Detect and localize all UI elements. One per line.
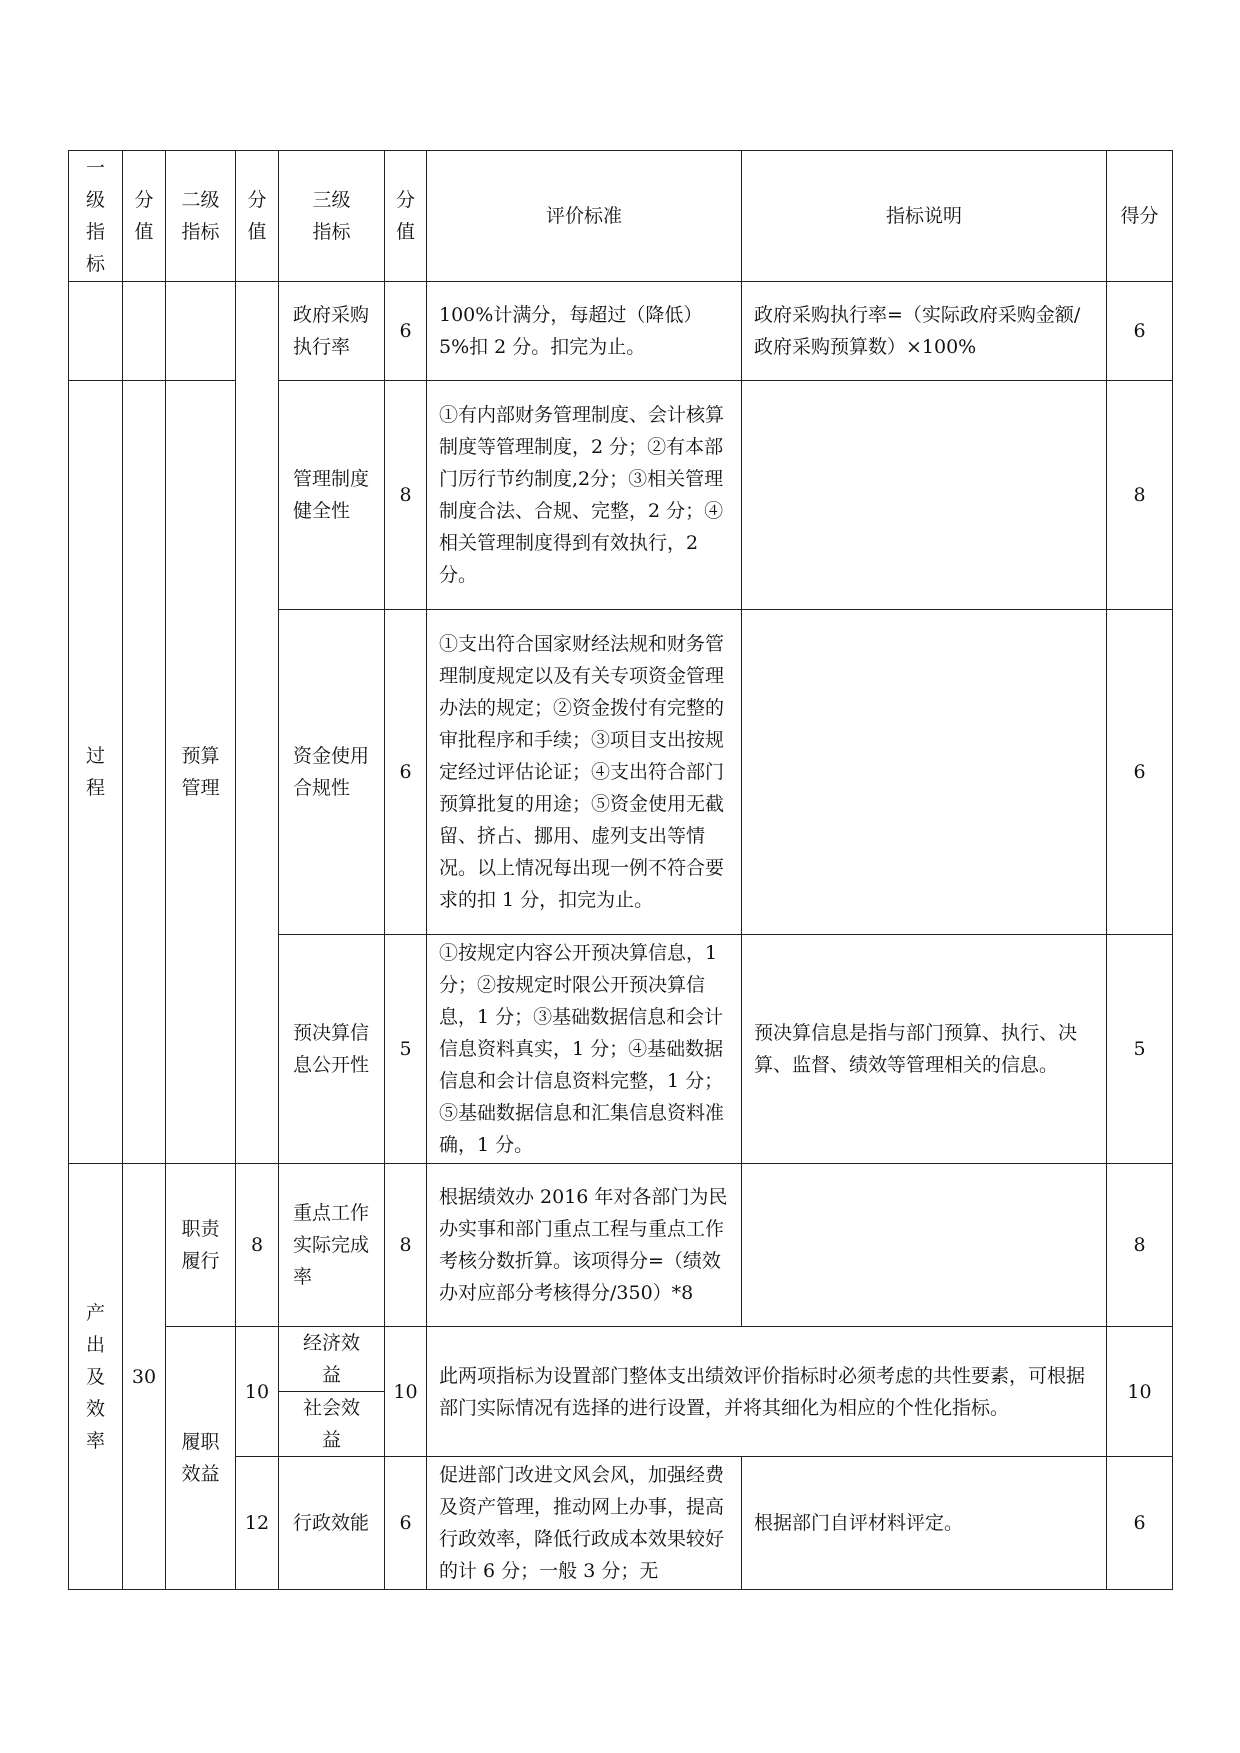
empty-cell bbox=[123, 282, 166, 381]
criteria-text: 100%计满分，每超过（降低）5%扣 2 分。扣完为止。 bbox=[427, 282, 742, 381]
header-row bbox=[69, 151, 1173, 282]
score1-output: 30 bbox=[123, 1164, 166, 1590]
table-row bbox=[69, 1327, 1173, 1457]
header-score3: 分值 bbox=[385, 151, 427, 282]
header-result: 得分 bbox=[1107, 151, 1173, 282]
header-score1: 分值 bbox=[123, 151, 166, 282]
header-criteria: 评价标准 bbox=[427, 151, 742, 282]
level2-benefit: 履职效益 bbox=[166, 1327, 236, 1590]
criteria-text: ①按规定内容公开预决算信息，1 分；②按规定时限公开预决算信息，1 分；③基础数据信息和会计信息资料真实，1 分；④基础数据信息和会计信息资料完整，1 分；⑤基础数据信息和汇集信息资料准确，1 分。 bbox=[427, 935, 742, 1164]
indicator-name: 管理制度健全性 bbox=[279, 381, 385, 610]
score2-duty: 8 bbox=[236, 1164, 279, 1327]
empty-cell bbox=[69, 282, 123, 381]
result-score: 10 bbox=[1107, 1327, 1173, 1457]
empty-cell bbox=[123, 381, 166, 1164]
note-text bbox=[742, 1164, 1107, 1327]
indicator-name: 重点工作实际完成率 bbox=[279, 1164, 385, 1327]
indicator-score: 6 bbox=[385, 282, 427, 381]
indicator-score: 8 bbox=[385, 381, 427, 610]
indicator-name: 资金使用合规性 bbox=[279, 610, 385, 935]
indicator-name: 预决算信息公开性 bbox=[279, 935, 385, 1164]
indicator-name: 经济效益 bbox=[279, 1327, 384, 1392]
evaluation-table bbox=[68, 150, 1173, 1590]
indicator-name: 行政效能 bbox=[279, 1457, 385, 1590]
indicator-score: 6 bbox=[385, 1457, 427, 1590]
indicator-name: 政府采购执行率 bbox=[279, 282, 385, 381]
score2-admin: 12 bbox=[236, 1457, 279, 1590]
result-score: 6 bbox=[1107, 1457, 1173, 1590]
header-level2: 二级指标 bbox=[166, 151, 236, 282]
indicator-score: 8 bbox=[385, 1164, 427, 1327]
header-level3: 三级指标 bbox=[279, 151, 385, 282]
header-explanation: 指标说明 bbox=[742, 151, 1107, 282]
empty-cell bbox=[166, 282, 236, 381]
note-text: 根据部门自评材料评定。 bbox=[742, 1457, 1107, 1590]
table-row bbox=[69, 1164, 1173, 1327]
indicator-name: 社会效益 bbox=[302, 1397, 360, 1451]
note-text: 政府采购执行率=（实际政府采购金额/政府采购预算数）×100% bbox=[742, 282, 1107, 381]
result-score: 5 bbox=[1107, 935, 1173, 1164]
criteria-text: 促进部门改进文风会风，加强经费及资产管理，推动网上办事，提高行政效率，降低行政成本效果较好的计 6 分；一般 3 分；无 bbox=[427, 1457, 742, 1590]
empty-cell bbox=[236, 282, 279, 1164]
header-score2: 分值 bbox=[236, 151, 279, 282]
score2-eco-social: 10 bbox=[236, 1327, 279, 1457]
note-text: 预决算信息是指与部门预算、执行、决算、监督、绩效等管理相关的信息。 bbox=[742, 935, 1107, 1164]
criteria-text: ①有内部财务管理制度、会计核算制度等管理制度，2 分；②有本部门厉行节约制度,2分；③相关管理制度合法、合规、完整，2 分；④相关管理制度得到有效执行，2 分。 bbox=[427, 381, 742, 610]
level1-output: 产出及效率 bbox=[69, 1164, 123, 1590]
result-score: 8 bbox=[1107, 381, 1173, 610]
note-text bbox=[742, 381, 1107, 610]
indicator-score: 5 bbox=[385, 935, 427, 1164]
level2-budget: 预算管理 bbox=[166, 381, 236, 1164]
result-score: 6 bbox=[1107, 610, 1173, 935]
indicator-score: 10 bbox=[385, 1327, 427, 1457]
level1-process: 过程 bbox=[69, 381, 123, 1164]
indicator-split-cell bbox=[279, 1327, 385, 1457]
table-row bbox=[69, 282, 1173, 381]
note-text bbox=[742, 610, 1107, 935]
header-level1: 一级指标 bbox=[69, 151, 123, 282]
criteria-text: 根据绩效办 2016 年对各部门为民办实事和部门重点工程与重点工作考核分数折算。该项得分=（绩效办对应部分考核得分/350）*8 bbox=[427, 1164, 742, 1327]
level2-duty: 职责履行 bbox=[166, 1164, 236, 1327]
criteria-text: ①支出符合国家财经法规和财务管理制度规定以及有关专项资金管理办法的规定；②资金拨付有完整的审批程序和手续；③项目支出按规定经过评估论证；④支出符合部门预算批复的用途；⑤资金使用无截留、挤占、挪用、虚列支出等情况。以上情况每出现一例不符合要求的扣 1 分，扣完为止。 bbox=[427, 610, 742, 935]
result-score: 8 bbox=[1107, 1164, 1173, 1327]
result-score: 6 bbox=[1107, 282, 1173, 381]
criteria-text: 此两项指标为设置部门整体支出绩效评价指标时必须考虑的共性要素，可根据部门实际情况有选择的进行设置，并将其细化为相应的个性化指标。 bbox=[427, 1327, 1107, 1457]
table-row bbox=[69, 381, 1173, 610]
indicator-score: 6 bbox=[385, 610, 427, 935]
